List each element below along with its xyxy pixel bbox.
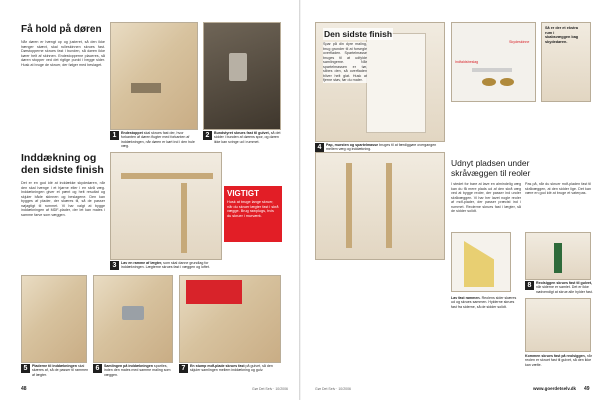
step-badge-7: 7 xyxy=(179,364,188,373)
caption-end-stop: Endestoppet skal skrues fast der, hvor forkanten af døren flugter med forkanten af inddækningen, når døren er kørt ind i den hule væg. xyxy=(121,131,195,149)
step-badge-1: 1 xyxy=(110,131,119,140)
website[interactable]: www.goerdetselv.dk xyxy=(533,386,577,391)
shelves-body-text-2: Pas på, når du skruer mdf-pladen fast til skråvæggen, at den sidder lige. Det kan være en god idé at bruge et vaterpas. xyxy=(525,182,591,195)
step-badge-8: 8 xyxy=(525,281,534,290)
caption-boards: Pladerne til inddækningen skal skæres af, så de passer til rammen af lægter. xyxy=(32,364,89,377)
photo-door-end-stop xyxy=(110,22,198,130)
caption-shelf-top: Kommen skrues fast på reolsiggen, når reolen er skruet fast til gulvet, så den ikke kan vælte. xyxy=(525,354,592,367)
step-badge-2: 2 xyxy=(203,131,212,140)
step-badge-4: 4 xyxy=(315,143,324,152)
footer-mag-right: Gør Det Selv · 10/2006 xyxy=(315,387,351,391)
vigtigt-text: Husk at bruge lange skruer, når du skruer lægter fast i skrå vægge. Brug rawplugs, hvis du skruer i murværk. xyxy=(227,200,279,218)
vigtigt-box xyxy=(224,186,282,242)
photo-battens-frame xyxy=(110,152,222,260)
page-number-right: 49 xyxy=(584,386,590,392)
shelves-body-text: I stedet for bare at lave en almindelig væg kan du få mere plads ud af den skrå væg ved at bygge reoler, der passer ind under skråvæggen. Vi har her lavet nogle reoler af mdf-plader, der passer præcist ind i rummet. Reolerne skrues fast i lægter, så de sidder solidt. xyxy=(451,182,521,213)
caption-battens: Lav en ramme af lægter, som skal danne grundlag for inddækningen. Lægterne skrues fast i væggen og loftet. xyxy=(121,261,210,270)
caption-finish: Pap, mursten og spartelmasse bruges til at færdiggøre overgangen mellem væg og inddækning. xyxy=(326,143,437,152)
photo-wall-battens xyxy=(315,152,445,260)
page-number-left: 48 xyxy=(21,386,27,392)
photo-shelf-screw xyxy=(525,232,591,280)
caption-shelf-floor: Reolsiggen skrues fast til gulvet, når siderne er samlet. Det er ikke nødvendigt at skrue alle hylder fast. xyxy=(536,281,593,294)
photo-boards-cut xyxy=(21,275,87,363)
label-skydeskinne: Skydeskinne xyxy=(509,40,530,44)
headline-shelves: Udnyt pladsen under skråvæggen til reoler xyxy=(451,158,531,178)
vigtigt-heading: VIGTIGT xyxy=(227,189,259,198)
caption-bottom-guide: Bundstyret skrues fast til gulvet, så det sidder i bunden af dørens spor, og døren ikke kan svinge ud i rummet. xyxy=(214,131,281,144)
inddaekning-body-text: Det er en god idé at inddække skydedøren, når den skal hænge i et hjørne eller i en skrå væg. Inddækningen giver et pænt og helt resultat og skjuler både skinnen og beslagene. Den kan bygges af plader, der skæres til, så de passer nøjagtigt til rummet. Vi har valgt at bygge inddækningen af MDF-plader, der let kan males i samme farve som væggen. xyxy=(21,181,105,217)
sidebar-text: Så er der et ekstra rum i skabsvæggen bag skydedøren. xyxy=(545,26,579,44)
headline-finish: Den sidste finish xyxy=(324,29,393,39)
caption-mdf-strip: En stump mdf-plade skrues fast på gulvet, så den skjuler samlingen mellem inddækning og gulv. xyxy=(190,364,273,373)
headline-inddaekning: Inddækning og den sidste finish xyxy=(21,152,104,176)
step-badge-6: 6 xyxy=(93,364,102,373)
photo-shelf-finished xyxy=(525,298,591,352)
right-page xyxy=(301,0,600,400)
footer-mag-left: Gør Det Selv · 10/2006 xyxy=(252,387,288,391)
door-body-text: Når døren er hængt op og justeret, så den ikke hænger skævt, skal rulleskinnen skrues fast. Dørstopperne skrues fast i bunden, så døren ikke kører helt af skinnen. Endestopperne placeres, så døren stopper ved det rigtige punkt i begge sider. Husk at bruge de skruer, der følger med beslaget. xyxy=(21,40,105,67)
photo-spackle-joint xyxy=(93,275,173,363)
caption-spackle: Samlingen på inddækningen spartles, inden den males med samme maling som væggen. xyxy=(104,364,171,377)
left-page xyxy=(0,0,299,400)
photo-mdf-strip xyxy=(179,275,281,363)
finish-body-text: Spar på din dyre maling, brug grunder til at forsegle overfladen. Spartelmasse bruges til at udfylde samlingerne. Når spartelmassen er tør, slibes den, så overfladen bliver helt glat. Husk at fjerne støv, før du maler. xyxy=(323,42,367,82)
caption-frame: Lav fast rammen. Reolens sider skæres ud og skrues sammen. Hylderne skrues fast fra siderne, så de sidder solidt. xyxy=(451,296,517,309)
label-indfaldsbeslag: Indfaldsbeslag xyxy=(455,60,479,64)
photo-bottom-guide xyxy=(203,22,281,130)
headline-door: Få hold på døren xyxy=(21,24,102,35)
step-badge-3: 3 xyxy=(110,261,119,270)
diagram-shelf xyxy=(451,232,511,292)
step-badge-5: 5 xyxy=(21,364,30,373)
